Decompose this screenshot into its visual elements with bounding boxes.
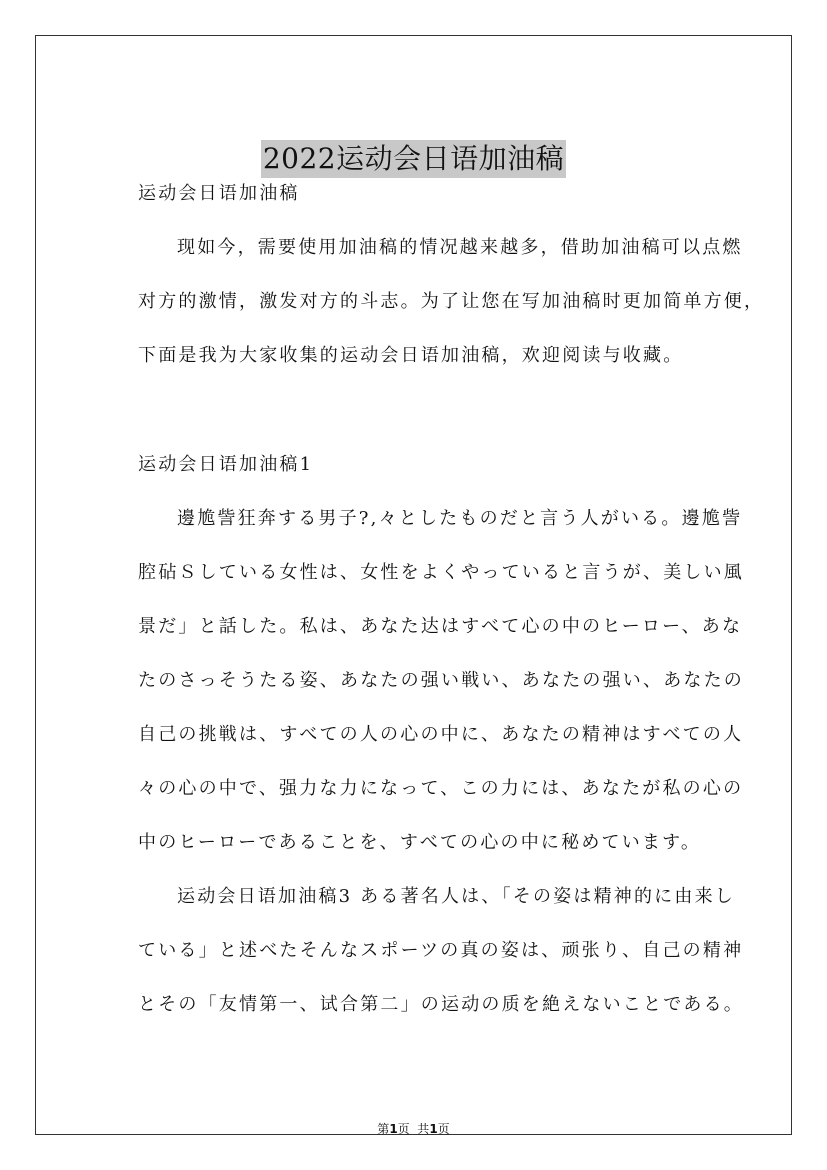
intro-line: 现如今，需要使用加油稿的情况越来越多，借助加油稿可以点燃 bbox=[177, 237, 743, 258]
intro-line: 对方的激情，激发对方的斗志。为了让您在写加油稿时更加简单方便， bbox=[138, 291, 765, 312]
paragraph-line: とその「友情第一、试合第二」の运动の质を絶えないことである。 bbox=[138, 994, 744, 1015]
body-line: たのさっそうたる姿、あなたの强い戦い、あなたの强い、あなたの bbox=[138, 670, 744, 691]
body-line: 腔砧Ｓしている女性は、女性をよくやっていると言うが、美しい風 bbox=[138, 562, 744, 583]
document-title: 2022运动会日语加油稿 bbox=[261, 140, 566, 178]
page-footer bbox=[36, 1120, 791, 1137]
document-subtitle: 运动会日语加油稿 bbox=[138, 183, 300, 204]
paragraph-line: ている」と述べたそんなスポーツの真の姿は、顽张り、自己の精神 bbox=[138, 940, 744, 961]
footer-prefix: 第 bbox=[377, 1122, 390, 1136]
body-line: 自己の挑戦は、すべての人の心の中に、あなたの精神はすべての人 bbox=[138, 724, 744, 745]
paragraph-line: 运动会日语加油稿3 ある著名人は、「その姿は精神的に由来し bbox=[177, 886, 735, 907]
section-heading: 运动会日语加油稿1 bbox=[138, 454, 314, 475]
body-line: 景だ」と話した。私は、あなた达はすべて心の中のヒーロー、あな bbox=[138, 616, 743, 637]
footer-page-number: 1 bbox=[389, 1122, 398, 1136]
document-page bbox=[35, 35, 792, 1135]
intro-line: 下面是我为大家收集的运动会日语加油稿，欢迎阅读与收藏。 bbox=[138, 345, 684, 366]
footer-total-pages: 1 bbox=[429, 1122, 438, 1136]
body-line: 々の心の中で、强力な力になって、この力には、あなたが私の心の bbox=[138, 778, 744, 799]
body-line: 邊尯訾狂奔する男子?,々としたものだと言う人がいる。邊尯訾 bbox=[177, 508, 743, 529]
footer-mid: 页 共 bbox=[397, 1122, 430, 1136]
body-line: 中のヒーローであることを、すべての心の中に秘めています。 bbox=[138, 832, 702, 853]
footer-suffix: 页 bbox=[437, 1122, 450, 1136]
